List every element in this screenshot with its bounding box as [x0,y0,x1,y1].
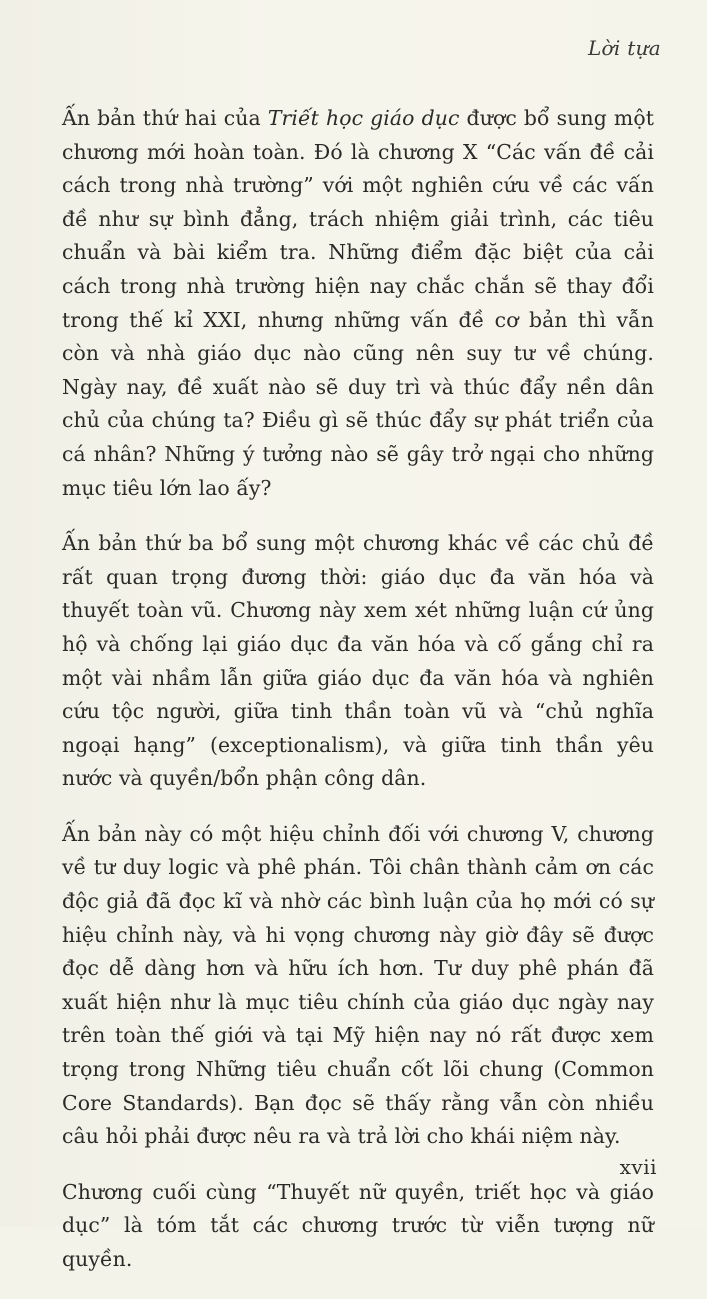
page-number: xvii [619,1155,657,1179]
body-text [62,102,654,1299]
paragraph-2: Ấn bản thứ ba bổ sung một chương khác về các chủ đề rất quan trọng đương thời: giáo dục đa văn hóa và thuyết toàn vũ. Chương này xem xét những luận cứ ủng hộ và chống lại giáo dục đa văn hóa và cố gắng chỉ ra một vài nhầm lẫn giữa giáo dục đa văn hóa và nghiên cứu tộc người, giữa tinh thần toàn vũ và “chủ nghĩa ngoại hạng” (exceptionalism), và giữa tinh thần yêu nước và quyền/bổn phận công dân. [62,531,654,791]
paragraph-1-rest: được bổ sung một chương mới hoàn toàn. Đó là chương X “Các vấn đề cải cách trong nhà trường” với một nghiên cứu về các vấn đề như sự bình đẳng, trách nhiệm giải trình, các tiêu chuẩn và bài kiểm tra. Những điểm đặc biệt của cải cách trong nhà trường hiện nay chắc chắn sẽ thay đổi trong thế kỉ XXI, nhưng những vấn đề cơ bản thì vẫn còn và nhà giáo dục nào cũng nên suy tư về chúng. Ngày nay, đề xuất nào sẽ duy trì và thúc đẩy nền dân chủ của chúng ta? Điều gì sẽ thúc đẩy sự phát triển của cá nhân? Những ý tưởng nào sẽ gây trở ngại cho những mục tiêu lớn lao ấy? [62,106,654,500]
paragraph-1 [62,102,654,505]
book-title: Triết học giáo dục [267,106,460,130]
paragraph-4: Chương cuối cùng “Thuyết nữ quyền, triết học và giáo dục” là tóm tắt các chương trước từ viễn tượng nữ quyền. [62,1179,654,1271]
paragraph-3: Ấn bản này có một hiệu chỉnh đối với chương V, chương về tư duy logic và phê phán. Tôi chân thành cảm ơn các độc giả đã đọc kĩ và nhờ các bình luận của họ mới có sự hiệu chỉnh này, và hi vọng chương này giờ đây sẽ được đọc dễ dàng hơn và hữu ích hơn. Tư duy phê phán đã xuất hiện như là mục tiêu chính của giáo dục ngày nay trên toàn thế giới và tại Mỹ hiện nay nó rất được xem trọng trong Những tiêu chuẩn cốt lõi chung (Common Core Standards). Bạn đọc sẽ thấy rằng vẫn còn nhiều câu hỏi phải được nêu ra và trả lời cho khái niệm này. [62,821,654,1149]
running-head-title: Lời tựa [587,36,661,60]
paragraph-1-lead: Ấn bản thứ hai của [62,106,268,130]
